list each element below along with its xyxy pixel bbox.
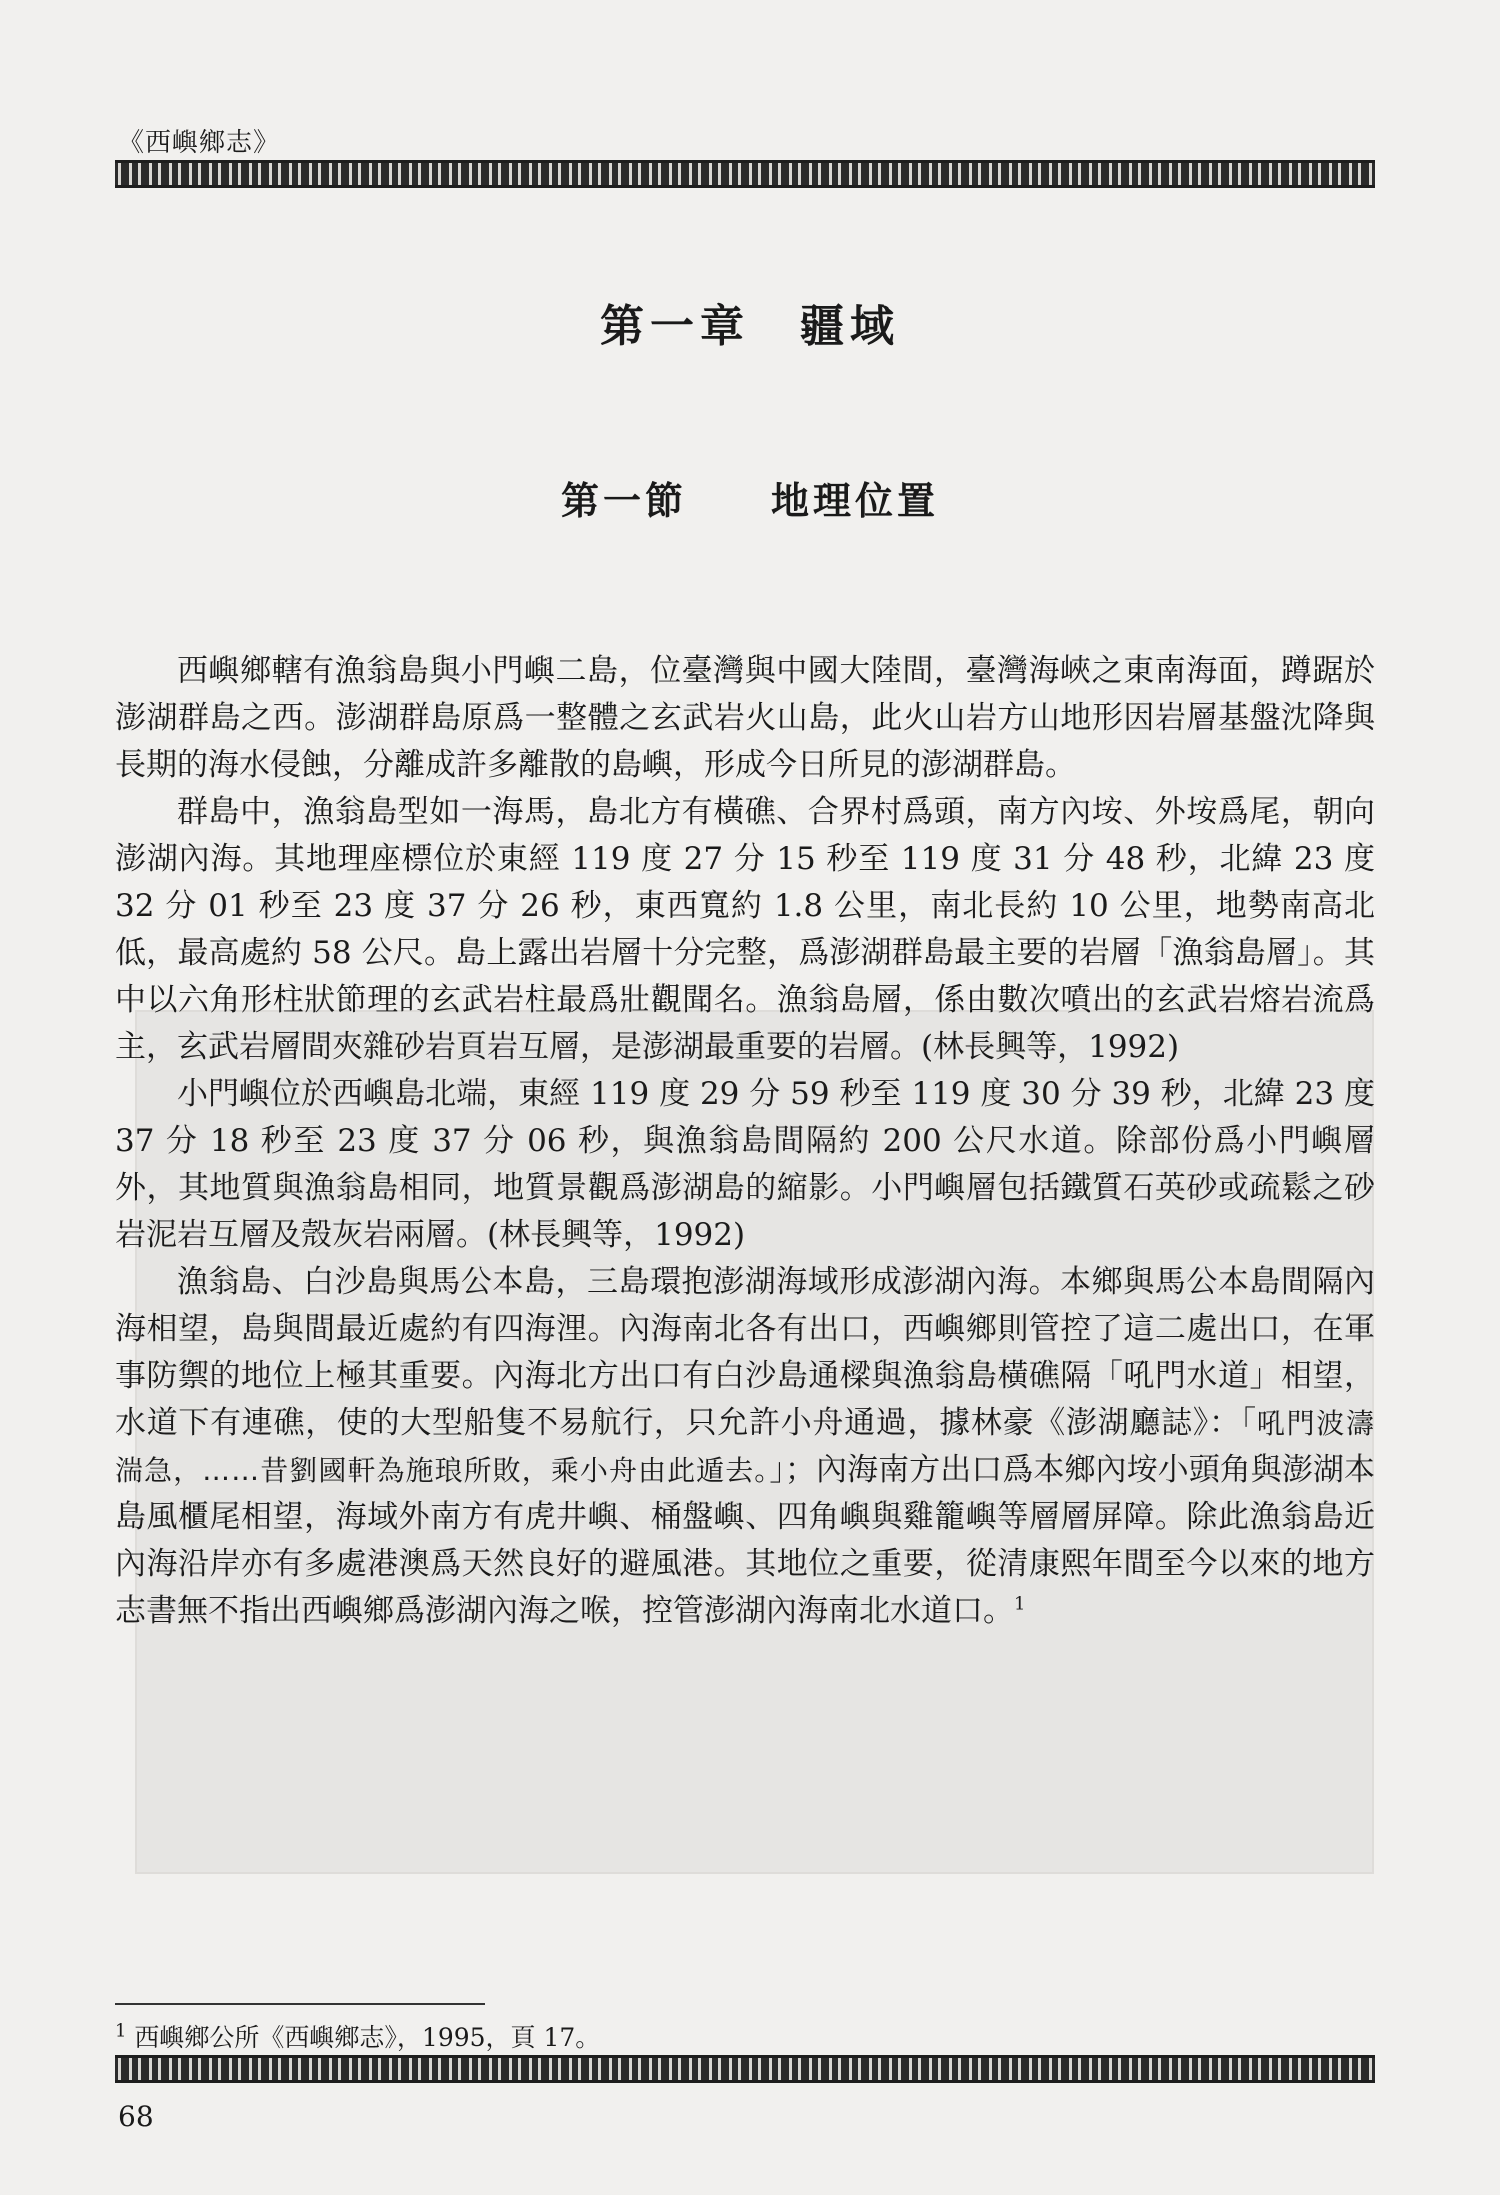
chapter-title: 第一章 疆域 <box>600 301 900 352</box>
paragraph-1: 西嶼鄉轄有漁翁島與小門嶼二島，位臺灣與中國大陸間，臺灣海峽之東南海面，蹲踞於澎湖群島之西。澎湖群島原爲一整體之玄武岩火山島，此火山岩方山地形因岩層基盤沈降與長期的海水侵蝕，分離成許多離散的島嶼，形成今日所見的澎湖群島。 <box>115 653 1375 783</box>
header-decorative-band <box>115 160 1375 188</box>
paragraph-3: 小門嶼位於西嶼島北端，東經 119 度 29 分 59 秒至 119 度 30 分 39 秒，北緯 23 度 37 分 18 秒至 23 度 37 分 06 秒，與漁翁島間隔約 200 公尺水道。除部份爲小門嶼層外，其地質與漁翁島相同，地質景觀爲澎湖島的縮影。小門嶼層包括鐵質石英砂或疏鬆之砂岩泥岩互層及殼灰岩兩層。(林長興等，1992) <box>115 1076 1375 1253</box>
paragraph-4-text-after: 」；內海南方出口爲本鄉內垵小頭角與澎湖本島風櫃尾相望，海域外南方有虎井嶼、桶盤嶼、四角嶼與雞籠嶼等層層屏障。除此漁翁島近內海沿岸亦有多處港澳爲天然良好的避風港。其地位之重要，從清康熙年間至今以來的地方志書無不指出西嶼鄉爲澎湖內海之喉，控管澎湖內海南北水道口。 <box>115 1452 1375 1629</box>
body-text <box>115 648 1375 1635</box>
gazetteer-quote: 吼門波濤湍急，……昔劉國軒為施琅所敗，乘小舟由此遁去。 <box>115 1407 1375 1487</box>
footnote-divider <box>115 2003 485 2005</box>
footnote-number: 1 <box>115 2020 127 2042</box>
footnote-text: 西嶼鄉公所《西嶼鄉志》，1995，頁 17。 <box>134 2023 601 2052</box>
paragraph-4 <box>115 1259 1375 1635</box>
running-header: 《西嶼鄉志》 <box>118 128 281 158</box>
paragraph-4-text-before: 漁翁島、白沙島與馬公本島，三島環抱澎湖海域形成澎湖內海。本鄉與馬公本島間隔內海相望，島與間最近處約有四海浬。內海南北各有出口，西嶼鄉則管控了這二處出口，在軍事防禦的地位上極其重要。內海北方出口有白沙島通樑與漁翁島橫礁隔「吼門水道」相望，水道下有連礁，使的大型船隻不易航行，只允許小舟通過，據林豪《澎湖廳誌》：「 <box>115 1264 1375 1441</box>
footnote-reference[interactable]: 1 <box>1014 1593 1026 1615</box>
footer-decorative-band <box>115 2055 1375 2083</box>
paragraph-2: 群島中，漁翁島型如一海馬，島北方有橫礁、合界村爲頭，南方內垵、外垵爲尾，朝向澎湖內海。其地理座標位於東經 119 度 27 分 15 秒至 119 度 31 分 48 秒，北緯 23 度 32 分 01 秒至 23 度 37 分 26 秒，東西寬約 1.8 公里，南北長約 10 公里，地勢南高北低，最高處約 58 公尺。島上露出岩層十分完整，爲澎湖群島最主要的岩層「漁翁島層」。其中以六角形柱狀節理的玄武岩柱最爲壯觀聞名。漁翁島層，係由數次噴出的玄武岩熔岩流爲主，玄武岩層間夾雜砂岩頁岩互層，是澎湖最重要的岩層。(林長興等，1992) <box>115 794 1375 1065</box>
page-number: 68 <box>118 2100 154 2133</box>
footnote <box>115 2018 600 2054</box>
section-title: 第一節 地理位置 <box>560 478 939 523</box>
